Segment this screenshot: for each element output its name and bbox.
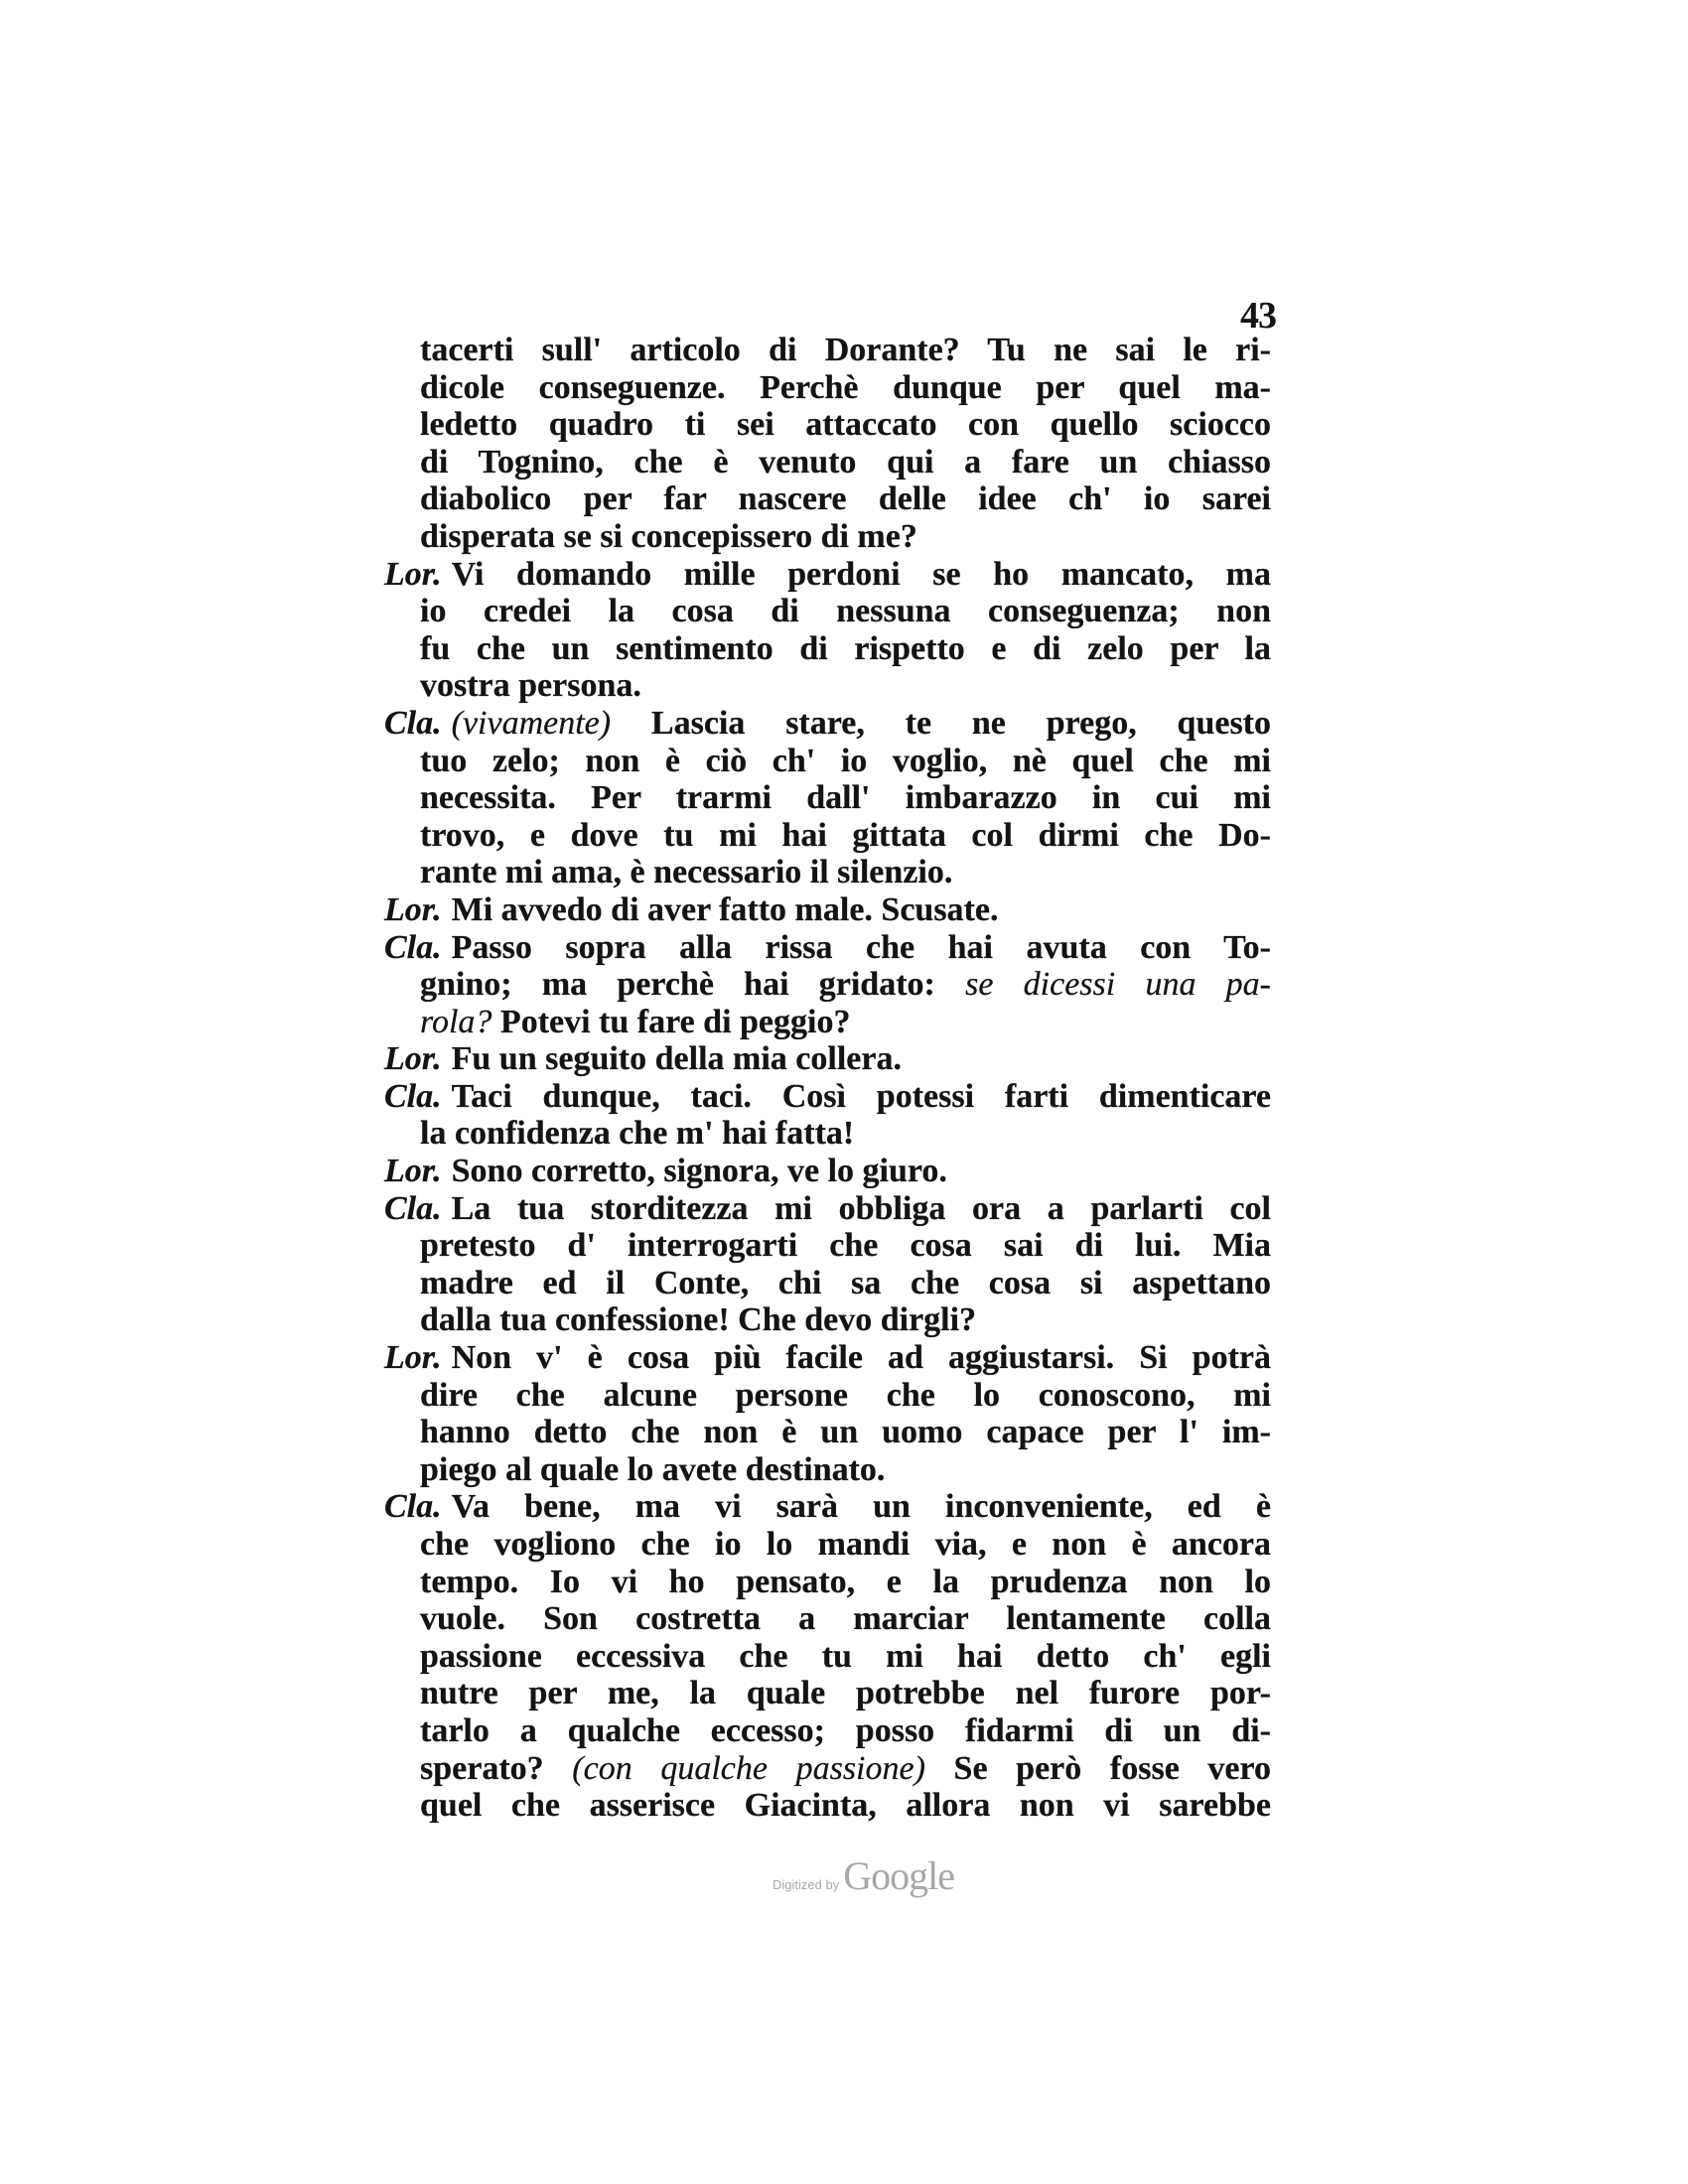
text-line xyxy=(420,1227,1271,1265)
speech-first-line xyxy=(384,1190,1271,1228)
text-line xyxy=(420,593,1271,630)
dialogue-text: Sono corretto, signora, ve lo giuro. xyxy=(451,1153,947,1190)
text-line xyxy=(420,406,1271,444)
text-line xyxy=(420,1265,1271,1302)
dialogue-text: madre ed il Conte, chi sa che cosa si aspettano xyxy=(420,1264,1271,1301)
dialogue-text: Passo sopra alla rissa che hai avuta con To- xyxy=(451,928,1271,966)
dialogue-text: che vogliono che io lo mandi via, e non è ancora xyxy=(420,1526,1271,1563)
speaker-name: Lor. xyxy=(384,1153,442,1190)
speech-first-line xyxy=(384,891,1271,929)
speaker-name: Lor. xyxy=(384,555,442,593)
text-line xyxy=(420,332,1271,369)
dialogue-text: tarlo a qualche eccesso; posso fidarmi di un di- xyxy=(420,1711,1271,1749)
text-line xyxy=(420,1712,1271,1750)
speaker-name: Cla. xyxy=(384,1189,442,1227)
text-line xyxy=(420,1675,1271,1712)
text-line xyxy=(420,817,1271,855)
speaker-name: Cla. xyxy=(384,1077,442,1115)
text-line xyxy=(420,966,1271,1004)
dialogue-text: nutre per me, la quale potrebbe nel furore por- xyxy=(420,1675,1271,1712)
dialogue-text: io credei la cosa di nessuna conseguenza; non xyxy=(420,593,1271,630)
dialogue-text: pretesto d' interrogarti che cosa sai di lui. Mia xyxy=(420,1227,1271,1265)
dialogue-text: La tua storditezza mi obbliga ora a parlarti col xyxy=(451,1189,1271,1227)
speaker-name: Lor. xyxy=(384,890,442,928)
stage-direction-text: (vivamente) xyxy=(451,704,612,742)
dialogue-text: di Tognino, che è venuto qui a fare un chiasso xyxy=(420,443,1271,480)
dialogue-text: sperato? xyxy=(420,1749,573,1787)
dialogue-text: tuo zelo; non è ciò ch' io voglio, nè quel che mi xyxy=(420,742,1271,779)
speech-first-line xyxy=(384,1078,1271,1116)
speech-first-line xyxy=(384,1488,1271,1526)
speech-first-line xyxy=(384,1040,1271,1078)
dialogue-text: dicole conseguenze. Perchè dunque per quel ma- xyxy=(420,368,1271,406)
stage-direction-text: rola? xyxy=(420,1003,492,1040)
text-line xyxy=(420,369,1271,407)
stage-direction-text: (con qualche passione) xyxy=(572,1749,925,1787)
body-text xyxy=(384,332,1271,1825)
dialogue-text: ledetto quadro ti sei attaccato con quello sciocco xyxy=(420,406,1271,444)
dialogue-text: passione eccessiva che tu mi hai detto ch' egli xyxy=(420,1637,1271,1675)
dialogue-text: Mi avvedo di aver fatto male. Scusate. xyxy=(451,890,999,928)
text-line xyxy=(420,1301,1271,1339)
dialogue-text: Fu un seguito della mia collera. xyxy=(451,1040,902,1078)
text-line xyxy=(420,854,1271,891)
watermark-prefix: Digitized by xyxy=(773,1877,840,1892)
text-line xyxy=(420,743,1271,780)
dialogue-text: vuole. Son costretta a marciar lentamente colla xyxy=(420,1600,1271,1638)
dialogue-text: gnino; ma perchè hai gridato: xyxy=(420,966,966,1004)
dialogue-text: dalla tua confessione! Che devo dirgli? xyxy=(420,1301,977,1339)
text-line xyxy=(420,1451,1271,1489)
speech-first-line xyxy=(384,1153,1271,1190)
text-line xyxy=(420,1600,1271,1638)
dialogue-text: disperata se si concepissero di me? xyxy=(420,517,917,555)
text-line xyxy=(420,480,1271,518)
speaker-name: Lor. xyxy=(384,1040,442,1078)
text-line xyxy=(420,1004,1271,1041)
dialogue-text: piego al quale lo avete destinato. xyxy=(420,1450,886,1488)
page-number: 43 xyxy=(1240,295,1276,337)
speaker-name: Lor. xyxy=(384,1339,442,1377)
text-line xyxy=(420,1377,1271,1415)
text-line xyxy=(420,444,1271,481)
text-line xyxy=(420,779,1271,817)
dialogue-text: Non v' è cosa più facile ad aggiustarsi. Si potrà xyxy=(451,1339,1271,1377)
google-logo: Google xyxy=(843,1853,954,1898)
speech-first-line xyxy=(384,1339,1271,1377)
speaker-name: Cla. xyxy=(384,704,442,742)
dialogue-text: la confidenza che m' hai fatta! xyxy=(420,1115,855,1153)
dialogue-text: Potevi tu fare di peggio? xyxy=(492,1003,851,1040)
text-line xyxy=(420,1638,1271,1676)
dialogue-text: Va bene, ma vi sarà un inconveniente, ed è xyxy=(451,1488,1271,1526)
text-line xyxy=(420,1115,1271,1153)
text-line xyxy=(420,1787,1271,1825)
dialogue-text: Lascia stare, te ne prego, questo xyxy=(611,704,1271,742)
speech-first-line xyxy=(384,556,1271,594)
dialogue-text: rante mi ama, è necessario il silenzio. xyxy=(420,854,953,891)
dialogue-text: necessita. Per trarmi dall' imbarazzo in cui mi xyxy=(420,779,1271,817)
text-line xyxy=(420,518,1271,556)
speaker-name: Cla. xyxy=(384,1488,442,1526)
dialogue-text: fu che un sentimento di rispetto e di zelo per la xyxy=(420,629,1271,667)
dialogue-text: quel che asserisce Giacinta, allora non vi sarebbe xyxy=(420,1787,1271,1825)
dialogue-text: tempo. Io vi ho pensato, e la prudenza non lo xyxy=(420,1563,1271,1600)
text-line xyxy=(420,1526,1271,1564)
dialogue-text: tacerti sull' articolo di Dorante? Tu ne sai le ri- xyxy=(420,332,1271,368)
dialogue-text: trovo, e dove tu mi hai gittata col dirmi che Do- xyxy=(420,816,1271,854)
text-line xyxy=(420,630,1271,668)
dialogue-text: diabolico per far nascere delle idee ch' io sarei xyxy=(420,480,1271,518)
speaker-name: Cla. xyxy=(384,928,442,966)
speech-first-line xyxy=(384,705,1271,743)
text-line xyxy=(420,1414,1271,1451)
dialogue-text: Taci dunque, taci. Così potessi farti dimenticare xyxy=(451,1077,1271,1115)
dialogue-text: hanno detto che non è un uomo capace per l' im- xyxy=(420,1414,1271,1451)
dialogue-text: Vi domando mille perdoni se ho mancato, ma xyxy=(451,555,1271,593)
digitized-by-google-watermark xyxy=(773,1852,954,1899)
dialogue-text: Se però fosse vero xyxy=(924,1749,1271,1787)
dialogue-text: vostra persona. xyxy=(420,667,641,705)
text-line xyxy=(420,667,1271,705)
text-line xyxy=(420,1564,1271,1601)
text-line xyxy=(420,1750,1271,1788)
dialogue-text: dire che alcune persone che lo conoscono, mi xyxy=(420,1376,1271,1414)
stage-direction-text: se dicessi una pa- xyxy=(965,966,1271,1004)
speech-first-line xyxy=(384,929,1271,967)
